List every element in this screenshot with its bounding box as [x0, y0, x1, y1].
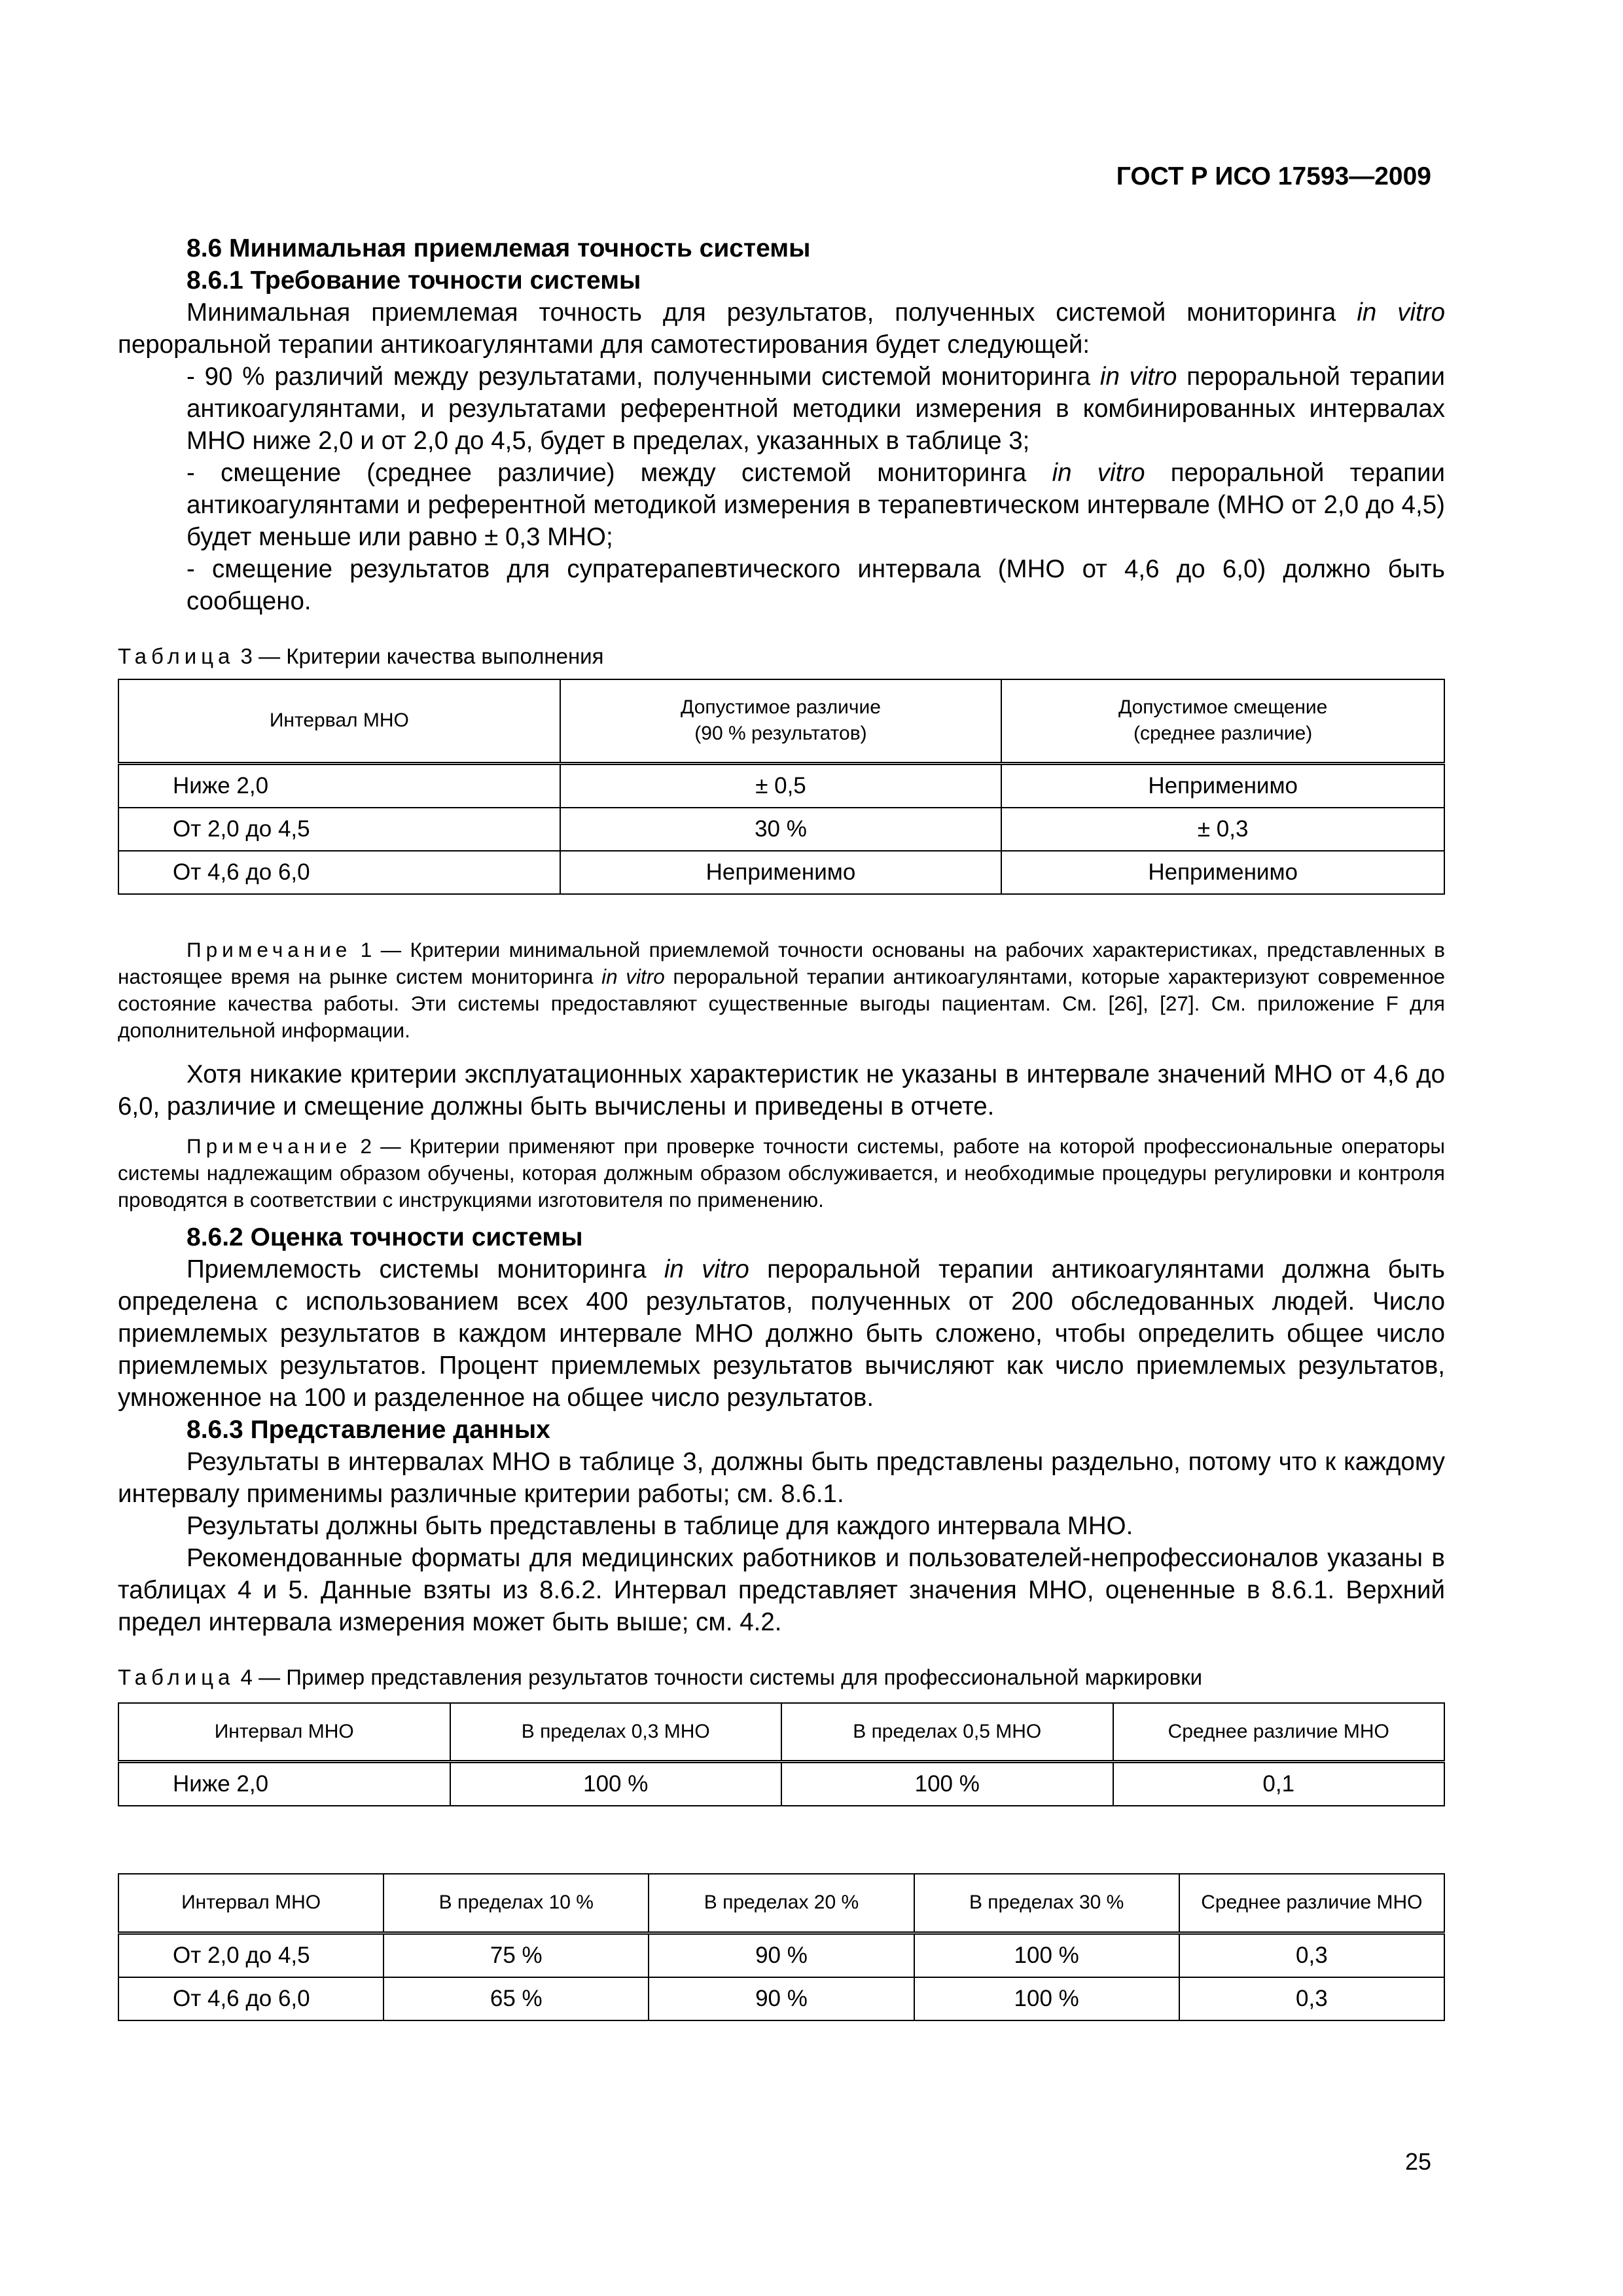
table-cell: 0,3 [1179, 1933, 1444, 1977]
table-row [118, 1762, 1444, 1806]
table-header-row [118, 1703, 1444, 1762]
table-row [118, 851, 1444, 894]
table-header-row [118, 679, 1444, 763]
table-cell: 0,3 [1179, 1977, 1444, 2020]
note-1: Примечание 1 — Критерии минимальной приемлемой точности основаны на рабочих характеристиках, представленных в настоящее время на рынке систем мониторинга in vitro пероральной терапии антикоагулянтами, которые характеризуют современное состояние качества работы. Эти системы предоставляют существенные выгоды пациентам. См. [26], [27]. См. приложение F для дополнительной информации. [118, 937, 1445, 1042]
table-header-cell: В пределах 20 % [649, 1874, 914, 1933]
page-number: 25 [1404, 2148, 1431, 2175]
table-header-row [118, 1874, 1444, 1933]
table-4-continued [118, 1873, 1445, 2021]
table-3 [118, 679, 1445, 895]
table-cell: 0,1 [1113, 1762, 1445, 1806]
table-cell: ± 0,3 [1001, 808, 1444, 851]
section-8-6-3-title: 8.6.3 Представление данных [187, 1415, 550, 1444]
paragraph-extra: Хотя никакие критерии эксплуатационных характеристик не указаны в интервале значений МНО от 4,6 до 6,0, различие и смещение должны быть вычислены и приведены в отчете. [118, 1060, 1445, 1121]
table-header-cell: Допустимое различие (90 % результатов) [560, 679, 1002, 763]
section-8-6-2-title: 8.6.2 Оценка точности системы [187, 1223, 583, 1251]
table-cell: 100 % [450, 1762, 782, 1806]
table-cell: От 4,6 до 6,0 [118, 851, 560, 894]
note-2: Примечание 2 — Критерии применяют при проверке точности системы, работе на которой профессиональные операторы системы надлежащим образом обучены, которая должным образом обслуживается, и необходимые процедуры регулировки и контроля проводятся в соответствии с инструкциями изготовителя по применению. [118, 1134, 1445, 1211]
table-cell: От 2,0 до 4,5 [118, 808, 560, 851]
table-header-cell: Интервал МНО [118, 679, 560, 763]
table-row [118, 763, 1444, 808]
table-3-caption: Таблица 3 — Критерии качества выполнения [118, 644, 604, 668]
table-cell: Ниже 2,0 [118, 763, 560, 808]
paragraph-8-6-3-1: Результаты в интервалах МНО в таблице 3, должны быть представлены раздельно, потому что к каждому интервалу применимы различные критерии работы; см. 8.6.1. [118, 1447, 1445, 1508]
table-header-cell: В пределах 30 % [914, 1874, 1179, 1933]
table-cell: 30 % [560, 808, 1002, 851]
bullet-item-2: - смещение (среднее различие) между системой мониторинга in vitro пероральной терапии антикоагулянтами и референтной методикой измерения в терапевтическом интервале (МНО от 2,0 до 4,5) будет меньше или равно ± 0,3 МНО; [187, 459, 1445, 551]
table-cell: 75 % [383, 1933, 649, 1977]
table-cell: 90 % [649, 1977, 914, 2020]
section-8-6-title: 8.6 Минимальная приемлемая точность системы [187, 234, 811, 262]
bullet-item-3: - смещение результатов для супратерапевтического интервала (МНО от 4,6 до 6,0) должно быть сообщено. [187, 555, 1445, 615]
table-cell: Неприменимо [560, 851, 1002, 894]
table-header-cell: В пределах 10 % [383, 1874, 649, 1933]
table-row [118, 808, 1444, 851]
table-cell: От 4,6 до 6,0 [118, 1977, 383, 2020]
paragraph-8-6-3-2: Результаты должны быть представлены в таблице для каждого интервала МНО. [187, 1511, 1133, 1540]
table-cell: От 2,0 до 4,5 [118, 1933, 383, 1977]
table-row [118, 1977, 1444, 2020]
table-header-cell: Интервал МНО [118, 1703, 450, 1762]
table-4-caption: Таблица 4 — Пример представления результатов точности системы для профессиональной маркировки [118, 1664, 1203, 1689]
table-header-cell: Допустимое смещение (среднее различие) [1001, 679, 1444, 763]
table-cell: 100 % [914, 1933, 1179, 1977]
page-content [118, 232, 1445, 2021]
table-cell: ± 0,5 [560, 763, 1002, 808]
table-header-cell: Среднее различие МНО [1179, 1874, 1444, 1933]
table-header-cell: Среднее различие МНО [1113, 1703, 1445, 1762]
bullet-item-1: - 90 % различий между результатами, полученными системой мониторинга in vitro пероральной терапии антикоагулянтами, и результатами референтной методики измерения в комбинированных интервалах МНО ниже 2,0 и от 2,0 до 4,5, будет в пределах, указанных в таблице 3; [187, 363, 1445, 455]
table-header-cell: В пределах 0,3 МНО [450, 1703, 782, 1762]
paragraph-intro: Минимальная приемлемая точность для результатов, полученных системой мониторинга in vitro пероральной терапии антикоагулянтами для самотестирования будет следующей: [118, 298, 1445, 359]
table-cell: Неприменимо [1001, 763, 1444, 808]
table-cell: 100 % [781, 1762, 1113, 1806]
document-code: ГОСТ Р ИСО 17593—2009 [1116, 162, 1431, 190]
paragraph-8-6-2: Приемлемость системы мониторинга in vitro пероральной терапии антикоагулянтами должна быть определена с использованием всех 400 результатов, полученных от 200 обследованных людей. Число приемлемых результатов в каждом интервале МНО должно быть сложено, чтобы определить общее число приемлемых результатов. Процент приемлемых результатов вычисляют как число приемлемых результатов, умноженное на 100 и разделенное на общее число результатов. [118, 1255, 1445, 1412]
table-cell: Неприменимо [1001, 851, 1444, 894]
table-row [118, 1933, 1444, 1977]
table-4 [118, 1702, 1445, 1807]
table-cell: Ниже 2,0 [118, 1762, 450, 1806]
paragraph-8-6-3-3: Рекомендованные форматы для медицинских работников и пользователей-непрофессионалов указаны в таблицах 4 и 5. Данные взяты из 8.6.2. Интервал представляет значения МНО, оцененные в 8.6.1. Верхний предел интервала измерения может быть выше; см. 4.2. [118, 1543, 1445, 1636]
table-cell: 90 % [649, 1933, 914, 1977]
table-header-cell: Интервал МНО [118, 1874, 383, 1933]
table-cell: 65 % [383, 1977, 649, 2020]
section-8-6-1-title: 8.6.1 Требование точности системы [187, 266, 641, 295]
table-cell: 100 % [914, 1977, 1179, 2020]
table-header-cell: В пределах 0,5 МНО [781, 1703, 1113, 1762]
